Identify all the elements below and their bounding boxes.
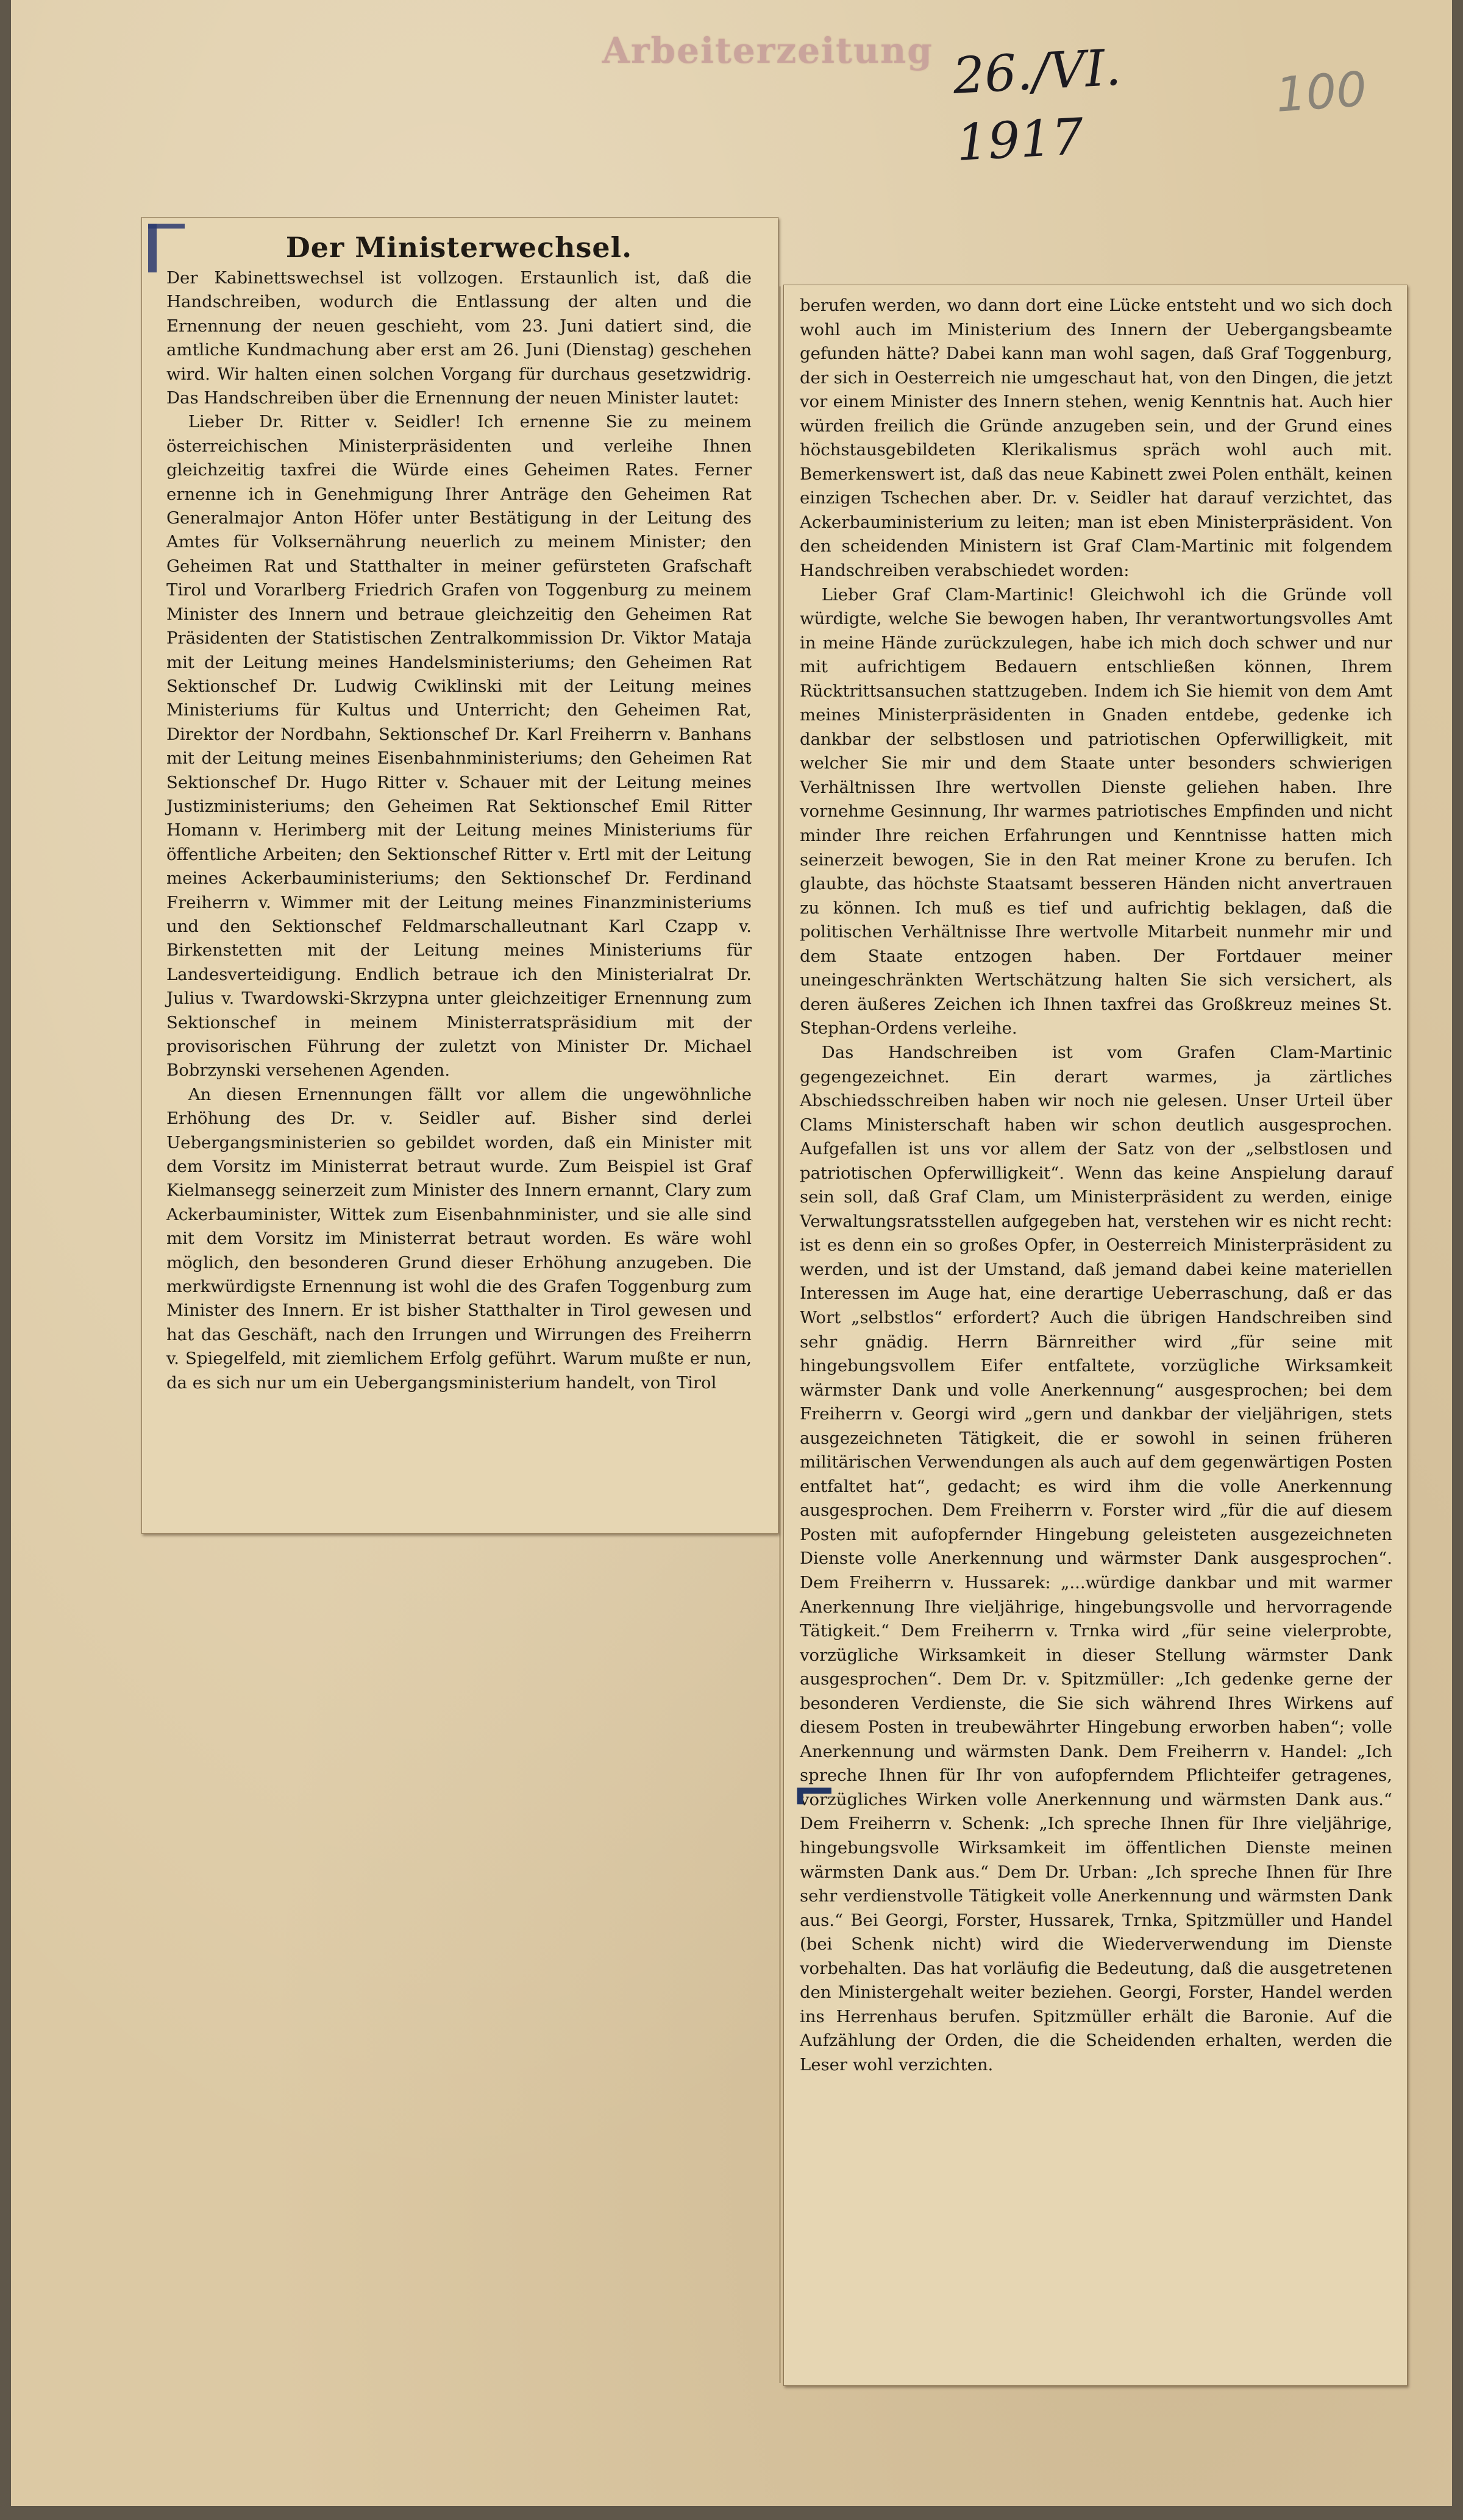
pencil-bracket-mark xyxy=(148,224,157,272)
clipping-divider xyxy=(779,286,781,2383)
paragraph: Der Kabinettswechsel ist vollzogen. Erstaunlich ist, daß die Handschreiben, wodurch die Entlassung der alten und die Ernennung der neuen geschieht, vom 23. Juni datiert sind, die amtliche Kundmachung aber erst am 26. Juni (Dienstag) geschehen wird. Wir halten einen solchen Vorgang für durchaus gesetzwidrig. Das Handschreiben über die Ernennung der neuen Minister lautet: xyxy=(166,268,752,408)
left-column-text xyxy=(166,230,752,1395)
clipping-left-column xyxy=(141,217,778,1534)
right-column-text xyxy=(800,294,1392,2077)
newspaper-stamp: Arbeiterzeitung xyxy=(602,30,933,71)
paragraph: berufen werden, wo dann dort eine Lücke entsteht und wo sich doch wohl auch im Ministerium des Innern der Uebergangsbeamte gefunden hätte? Dabei kann man wohl sagen, daß Graf Toggenburg, der sich in Oesterreich nie umgeschaut hat, von den Dingen, die jetzt vor einem Minister des Innern stehen, wenig Kenntnis hat. Auch hier würden freilich die Gründe anzugeben sein, und der Grund eines höchstausgebildeten Klerikalismus spräch wohl auch mit. Bemerkenswert ist, daß das neue Kabinett zwei Polen enthält, keinen einzigen Tschechen aber. Dr. v. Seidler hat darauf verzichtet, das Ackerbauministerium zu leiten; man ist eben Ministerpräsident. Von den scheidenden Ministern ist Graf Clam-Martinic mit folgendem Handschreiben verabschiedet worden: xyxy=(800,296,1392,581)
paragraph: Lieber Graf Clam-Martinic! Gleichwohl ich die Gründe voll würdigte, welche Sie bewogen haben, Ihr verantwortungsvolles Amt in meine Hände zurückzulegen, habe ich mich doch schwer und nur mit aufrichtigem Bedauern entschließen können, Ihrem Rücktrittsansuchen stattzugeben. Indem ich Sie hiemit von dem Amt meines Ministerpräsidenten in Gnaden entdebe, gedenke ich dankbar der selbstlosen und patriotischen Opferwilligkeit, mit welcher Sie mir und dem Staate unter besonders schwierigen Verhältnissen Ihre wertvollen Dienste geliehen haben. Ihre vornehme Gesinnung, Ihr warmes patriotisches Empfinden und nicht minder Ihre reichen Erfahrungen und Kenntnisse hatten mich seinerzeit bewogen, Sie in den Rat meiner Krone zu berufen. Ich glaubte, das höchste Staatsamt besseren Händen nicht anvertrauen zu können. Ich muß es tief und aufrichtig beklagen, daß die politischen Verhältnisse Ihre wertvolle Mitarbeit nunmehr mir und dem Staate entzogen haben. Der Fortdauer meiner uneingeschränkten Wertschätzung halten Sie sich versichert, als deren äußeres Zeichen ich Ihnen taxfrei das Großkreuz meines St. Stephan-Ordens verleihe. xyxy=(800,584,1392,1038)
blue-pencil-mark: ⌐ xyxy=(791,1761,838,1825)
handwritten-number: 100 xyxy=(1274,62,1369,123)
paragraph: Lieber Dr. Ritter v. Seidler! Ich ernenne Sie zu meinem österreichischen Ministerpräsidenten und verleihe Ihnen gleichzeitig taxfrei die Würde eines Geheimen Rates. Ferner ernenne ich in Genehmigung Ihrer Anträge den Geheimen Rat Generalmajor Anton Höfer unter Bestätigung in der Leitung des Amtes für Volksernährung neuerlich zu meinem Minister; den Geheimen Rat und Statthalter in meiner gefürsteten Grafschaft Tirol und Vorarlberg Friedrich Grafen von Toggenburg zu meinem Minister des Innern und betraue gleichzeitig den Geheimen Rat Präsidenten der Statistischen Zentralkommission Dr. Viktor Mataja mit der Leitung meines Handelsministeriums; den Geheimen Rat Sektionschef Dr. Ludwig Cwiklinski mit der Leitung meines Ministeriums für Kultus und Unterricht; den Geheimen Rat, Direktor der Nordbahn, Sektionschef Dr. Karl Freiherrn v. Banhans mit der Leitung meines Eisenbahnministeriums; den Geheimen Rat Sektionschef Dr. Hugo Ritter v. Schauer mit der Leitung meines Justizministeriums; den Geheimen Rat Sektionschef Emil Ritter Homann v. Herimberg mit der Leitung meines Ministeriums für öffentliche Arbeiten; den Sektionschef Ritter v. Ertl mit der Leitung meines Ackerbauministeriums; den Sektionschef Dr. Ferdinand Freiherrn v. Wimmer mit der Leitung meines Finanzministeriums und den Sektionschef Feldmarschalleutnant Karl Czapp v. Birkenstetten mit der Leitung meines Ministeriums für Landesverteidigung. Endlich betraue ich den Ministerialrat Dr. Julius v. Twardowski-Skrzypna unter gleichzeitiger Ernennung zum Sektionschef in meinem Ministerratspräsidium mit der provisorischen Führung der zuletzt von Minister Dr. Michael Bobrzynski versehenen Agenden. xyxy=(166,412,752,1081)
clipping-right-column xyxy=(783,285,1408,2386)
paragraph: Das Handschreiben ist vom Grafen Clam-Martinic gegengezeichnet. Ein derart warmes, ja zärtliches Abschiedsschreiben haben wir noch nie gelesen. Unser Urteil über Clams Ministerschaft haben wir schon deutlich ausgesprochen. Aufgefallen ist uns vor allem der Satz von der „selbstlosen und patriotischen Opferwilligkeit“. Wenn das keine Anspielung darauf sein soll, daß Graf Clam, um Ministerpräsident zu werden, einige Verwaltungsratsstellen aufgegeben hat, verstehen wir es nicht recht: ist es denn ein so großes Opfer, in Oesterreich Ministerpräsident zu werden, und ist der Umstand, daß jemand dabei keine materiellen Interessen im Auge hat, eine derartige Ueberraschung, daß er das Wort „selbstlos“ erfordert? Auch die übrigen Handschreiben sind sehr gnädig. Herrn Bärnreither wird „für seine mit hingebungsvollem Eifer entfaltete, vorzügliche Wirksamkeit wärmster Dank und volle Anerkennung“ ausgesprochen; bei dem Freiherrn v. Georgi wird „gern und dankbar der vieljährigen, stets ausgezeichneten Tätigkeit, die er sowohl in seinen früheren militärischen Verwendungen als auch auf dem gegenwärtigen Posten entfaltet hat“, gedacht; es wird ihm die volle Anerkennung ausgesprochen. Dem Freiherrn v. Forster wird „für die auf diesem Posten mit aufopfernder Hingebung geleisteten ausgezeichneten Dienste volle Anerkennung und wärmster Dank ausgesprochen“. Dem Freiherrn v. Hussarek: „...würdige dankbar und mit warmer Anerkennung Ihre vieljährige, hingebungsvolle und hervorragende Tätigkeit.“ Dem Freiherrn v. Trnka wird „für seine vielerprobte, vorzügliche Wirksamkeit in dieser Stellung wärmster Dank ausgesprochen“. Dem Dr. v. Spitzmüller: „Ich gedenke gerne der besonderen Verdienste, die Sie sich während Ihres Wirkens auf diesem Posten in treubewährter Hingebung erworben haben“; volle Anerkennung und wärmsten Dank. Dem Freiherrn v. Handel: „Ich spreche Ihnen für Ihr von aufopferndem Pflichteifer getragenes, vorzügliches Wirken volle Anerkennung und wärmsten Dank aus.“ Dem Freiherrn v. Schenk: „Ich spreche Ihnen für Ihre vieljährige, hingebungsvolle Wirksamkeit im öffentlichen Dienste meinen wärmsten Dank aus.“ Dem Dr. Urban: „Ich spreche Ihnen für Ihre sehr verdienstvolle Tätigkeit volle Anerkennung und wärmsten Dank aus.“ Bei Georgi, Forster, Hussarek, Trnka, Spitzmüller und Handel (bei Schenk nicht) wird die Wiederverwendung im Dienste vorbehalten. Das hat vorläufig die Bedeutung, daß die ausgetretenen den Ministergehalt weiter beziehen. Georgi, Forster, Handel werden ins Herrenhaus berufen. Spitzmüller erhält die Baronie. Auf die Aufzählung der Orden, die die Scheidenden erhalten, werden die Leser wohl verzichten. xyxy=(800,1042,1392,2075)
pencil-bracket-mark-top xyxy=(148,224,185,229)
handwritten-date: 26./VI. 1917 xyxy=(951,38,1123,172)
article-headline: Der Ministerwechsel. xyxy=(285,231,633,264)
paragraph: An diesen Ernennungen fällt vor allem die ungewöhnliche Erhöhung des Dr. v. Seidler auf. Bisher sind derlei Uebergangsministerien so gebildet worden, daß ein Minister mit dem Vorsitz im Ministerrat betraut wurde. Zum Beispiel ist Graf Kielmansegg seinerzeit zum Minister des Innern ernannt, Clary zum Ackerbauminister, Wittek zum Eisenbahnminister, und sie alle sind mit dem Vorsitz im Ministerrat betraut worden. Es wäre wohl möglich, den besonderen Grund dieser Erhöhung anzugeben. Die merkwürdigste Ernennung ist wohl die des Grafen Toggenburg zum Minister des Innern. Er ist bisher Statthalter in Tirol gewesen und hat das Geschäft, nach den Irrungen und Wirrungen des Freiherrn v. Spiegelfeld, mit ziemlichem Erfolg geführt. Warum mußte er nun, da es sich nur um ein Uebergangsministerium handelt, von Tirol xyxy=(166,1084,752,1393)
